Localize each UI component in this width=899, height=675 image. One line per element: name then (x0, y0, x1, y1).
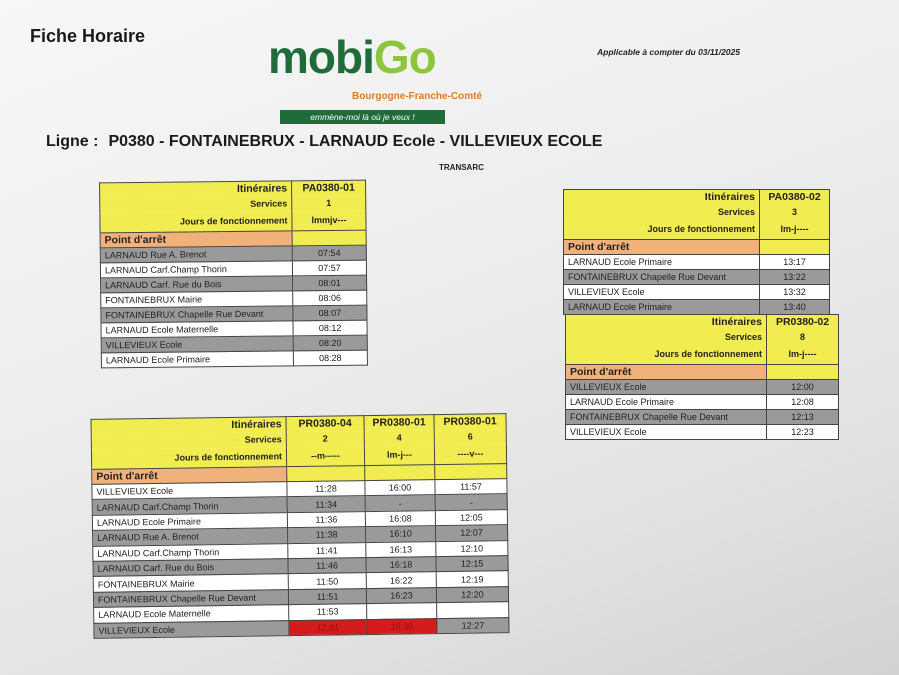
services-value: 8 (767, 330, 839, 345)
departure-time: 08:07 (293, 305, 367, 321)
departure-time: 16:10 (366, 526, 436, 542)
point-arret-spacer (760, 240, 830, 255)
stop-name: VILLEVIEUX Ecole (101, 336, 293, 353)
itineraires-label: Itinéraires (100, 181, 292, 198)
point-arret-label: Point d'arrêt (92, 467, 287, 485)
stop-name: LARNAUD Rue A. Brenot (100, 246, 292, 263)
itineraires-row (564, 190, 830, 205)
stop-name: LARNAUD Ecole Primaire (564, 255, 760, 270)
operator-name: TRANSARC (439, 163, 484, 172)
jours-label: Jours de fonctionnement (91, 447, 286, 470)
services-row (564, 205, 830, 220)
line-heading (46, 133, 602, 151)
stop-row (566, 380, 839, 395)
stop-name: FONTAINEBRUX Mairie (93, 574, 288, 592)
logo-slogan: emmène-moi là où je veux ! (280, 110, 445, 124)
jours-row (566, 345, 839, 365)
stop-name: LARNAUD Ecole Primaire (92, 512, 287, 530)
departure-time: 12:07 (436, 525, 508, 541)
services-row (566, 330, 839, 345)
departure-time: 13:22 (760, 270, 830, 285)
departure-time: - (435, 494, 507, 510)
itineraires-row (566, 315, 839, 330)
jours-value: lm-j--- (364, 445, 434, 466)
stop-name: FONTAINEBRUX Chapelle Rue Devant (93, 589, 288, 607)
departure-time: 11:38 (288, 527, 366, 543)
itineraires-label: Itinéraires (91, 417, 286, 435)
itineraires-label: Itinéraires (566, 315, 767, 330)
stop-name: VILLEVIEUX Ecole (566, 425, 767, 440)
logo-part2: Go (373, 31, 436, 83)
stop-name: LARNAUD Rue A. Brenot (93, 528, 288, 546)
applicable-date: Applicable à compter du 03/11/2025 (597, 47, 740, 57)
departure-time: 13:17 (760, 255, 830, 270)
stop-row (566, 425, 839, 440)
point-arret-spacer (767, 365, 839, 380)
departure-time (437, 602, 509, 618)
stop-name: LARNAUD Carf. Rue du Bois (93, 559, 288, 577)
jours-value: lmmjv--- (292, 210, 366, 231)
stop-name: LARNAUD Ecole Maternelle (94, 605, 289, 623)
line-name: P0380 - FONTAINEBRUX - LARNAUD Ecole - VILLEVIEUX ECOLE (108, 133, 603, 150)
timetable-pa0380-02 (563, 189, 830, 315)
departure-time: 13:40 (760, 300, 830, 315)
departure-time: 11:51 (288, 588, 366, 604)
itineraires-label: Itinéraires (564, 190, 760, 205)
departure-time: 12:05 (435, 509, 507, 525)
departure-time: 08:06 (293, 290, 367, 306)
stop-row (564, 270, 830, 285)
departure-time: 12:13 (767, 410, 839, 425)
services-value: 1 (292, 195, 366, 211)
services-value: 3 (760, 205, 830, 220)
stop-name: FONTAINEBRUX Chapelle Rue Devant (564, 270, 760, 285)
stop-name: FONTAINEBRUX Chapelle Rue Devant (566, 410, 767, 425)
departure-time: 16:00 (365, 480, 435, 496)
jours-value: lm-j---- (767, 345, 839, 365)
departure-time: 16:18 (366, 557, 436, 573)
departure-time: 11:46 (288, 558, 366, 574)
departure-time: 11:36 (287, 511, 365, 527)
point-arret-label: Point d'arrêt (100, 231, 292, 248)
departure-time: - (365, 495, 435, 511)
itineraires-value: PR0380-04 (286, 416, 364, 432)
stop-row (564, 255, 830, 270)
itineraires-value: PR0380-02 (767, 315, 839, 330)
departure-time: 11:53 (289, 604, 367, 620)
stop-name: LARNAUD Carf. Rue du Bois (101, 276, 293, 293)
departure-time: 07:57 (292, 260, 366, 276)
stop-row (566, 410, 839, 425)
stop-name: VILLEVIEUX Ecole (566, 380, 767, 395)
departure-time: 16:13 (366, 541, 436, 557)
departure-time: 16:08 (365, 510, 435, 526)
departure-time: 12:15 (436, 556, 508, 572)
departure-time: 12:00 (767, 380, 839, 395)
stop-row (566, 395, 839, 410)
point-arret-spacer (287, 466, 365, 482)
itineraires-value: PA0380-01 (292, 180, 366, 196)
jours-value: ----v--- (434, 444, 506, 465)
services-value: 6 (434, 429, 506, 445)
stop-name: LARNAUD Ecole Primaire (566, 395, 767, 410)
departure-time: 11:41 (288, 542, 366, 558)
departure-time (367, 603, 437, 619)
point-arret-header (566, 365, 839, 380)
departure-time: 07:54 (292, 245, 366, 261)
point-arret-spacer (435, 464, 507, 480)
mobigo-logo (268, 30, 436, 84)
departure-time: 12:01 (289, 619, 367, 635)
stop-name: FONTAINEBRUX Chapelle Rue Devant (101, 306, 293, 323)
point-arret-label: Point d'arrêt (566, 365, 767, 380)
jours-label: Jours de fonctionnement (100, 211, 292, 233)
departure-time: 12:20 (436, 586, 508, 602)
document-title: Fiche Horaire (30, 26, 146, 46)
stop-name: LARNAUD Ecole Maternelle (101, 321, 293, 338)
point-arret-spacer (292, 230, 366, 246)
services-label: Services (566, 330, 767, 345)
services-label: Services (100, 196, 292, 213)
jours-row (564, 220, 830, 240)
jours-value: lm-j---- (760, 220, 830, 240)
timetable-pr0380-multi (90, 413, 509, 639)
departure-time: 12:27 (437, 617, 509, 633)
departure-time: 12:08 (767, 395, 839, 410)
stop-name: LARNAUD Carf.Champ Thorin (92, 497, 287, 515)
departure-time: 08:28 (293, 350, 367, 366)
itineraires-value: PA0380-02 (760, 190, 830, 205)
jours-row (100, 210, 366, 233)
logo-part1: mobi (268, 31, 374, 83)
departure-time: 08:01 (293, 275, 367, 291)
itineraires-value: PR0380-01 (434, 414, 506, 430)
departure-time: 11:57 (435, 479, 507, 495)
departure-time: 12:10 (436, 540, 508, 556)
departure-time: 16:22 (366, 572, 436, 588)
stop-name: VILLEVIEUX Ecole (94, 620, 289, 638)
departure-time: 12:19 (436, 571, 508, 587)
stop-name: FONTAINEBRUX Mairie (101, 291, 293, 308)
departure-time: 08:20 (293, 335, 367, 351)
itineraires-value: PR0380-01 (364, 415, 434, 431)
departure-time: 12:23 (767, 425, 839, 440)
services-label: Services (564, 205, 760, 220)
stop-name: LARNAUD Ecole Primaire (101, 351, 293, 368)
departure-time: 08:12 (293, 320, 367, 336)
departure-time: 16:23 (366, 587, 436, 603)
stop-name: LARNAUD Carf.Champ Thorin (93, 543, 288, 561)
services-value: 4 (364, 430, 434, 446)
point-arret-label: Point d'arrêt (564, 240, 760, 255)
jours-label: Jours de fonctionnement (564, 220, 760, 240)
jours-label: Jours de fonctionnement (566, 345, 767, 365)
timetable-pa0380-01 (99, 180, 368, 369)
services-label: Services (91, 432, 286, 450)
point-arret-header (564, 240, 830, 255)
stop-name: VILLEVIEUX Ecole (92, 482, 287, 500)
jours-value: --m----- (286, 446, 364, 467)
departure-time: 13:32 (760, 285, 830, 300)
departure-time: 11:50 (288, 573, 366, 589)
stop-name: VILLEVIEUX Ecole (564, 285, 760, 300)
point-arret-spacer (365, 465, 435, 481)
departure-time: 11:34 (287, 496, 365, 512)
stop-row (101, 350, 367, 368)
stop-row (564, 285, 830, 300)
stop-row (564, 300, 830, 315)
logo-region: Bourgogne-Franche-Comté (352, 91, 482, 102)
services-value: 2 (286, 431, 364, 447)
stop-name: LARNAUD Ecole Primaire (564, 300, 760, 315)
timetable-pr0380-02 (565, 314, 839, 440)
stop-name: LARNAUD Carf.Champ Thorin (100, 261, 292, 278)
departure-time: 16:30 (367, 618, 437, 634)
departure-time: 11:28 (287, 481, 365, 497)
line-label: Ligne : (46, 133, 99, 150)
